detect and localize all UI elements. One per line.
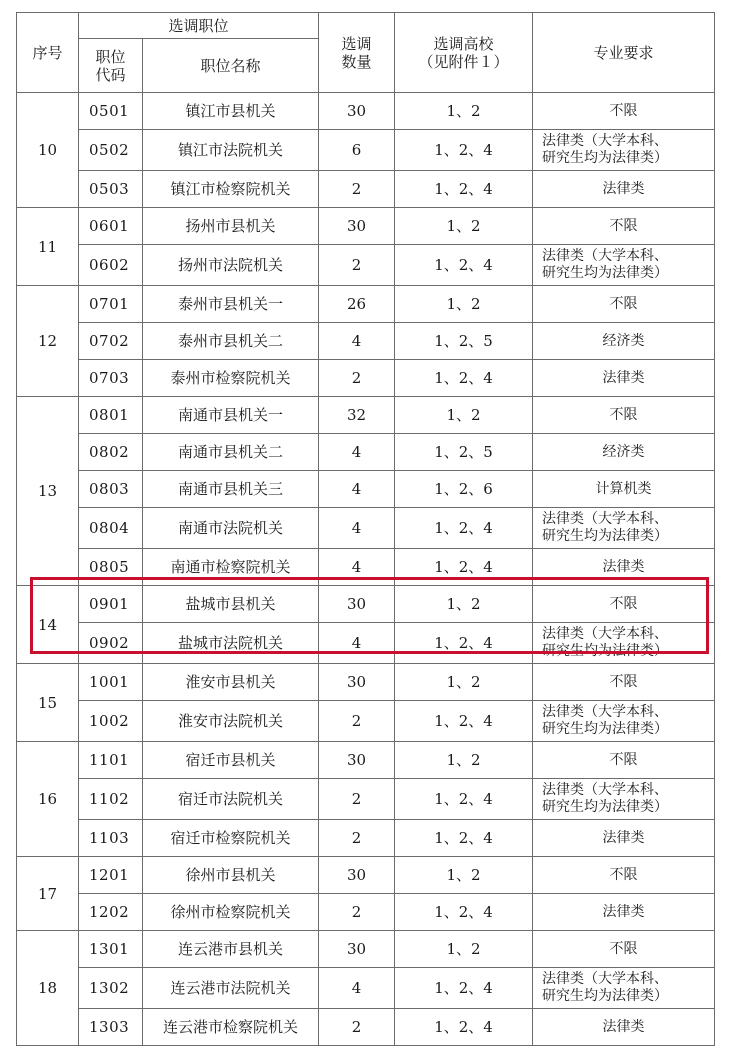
- schools-cell: 1、2、5: [395, 434, 533, 471]
- name-cell: 盐城市县机关: [143, 586, 319, 623]
- major-cell: 法律类: [533, 360, 715, 397]
- count-cell: 30: [319, 742, 395, 779]
- code-cell: 1101: [79, 742, 143, 779]
- schools-cell: 1、2、4: [395, 894, 533, 931]
- schools-cell: 1、2: [395, 93, 533, 130]
- name-cell: 连云港市县机关: [143, 931, 319, 968]
- name-cell: 泰州市县机关二: [143, 323, 319, 360]
- code-cell: 0602: [79, 245, 143, 286]
- major-cell: 法律类: [533, 1009, 715, 1046]
- schools-cell: 1、2、4: [395, 968, 533, 1009]
- count-cell: 32: [319, 397, 395, 434]
- name-cell: 盐城市法院机关: [143, 623, 319, 664]
- schools-cell: 1、2、6: [395, 471, 533, 508]
- major-cell: 不限: [533, 664, 715, 701]
- table-row: [17, 508, 715, 549]
- schools-cell: 1、2、4: [395, 245, 533, 286]
- major-cell: 经济类: [533, 323, 715, 360]
- code-cell: 1301: [79, 931, 143, 968]
- seq-cell: 17: [17, 857, 79, 931]
- table-row: [17, 820, 715, 857]
- code-cell: 0804: [79, 508, 143, 549]
- name-cell: 淮安市法院机关: [143, 701, 319, 742]
- count-cell: 6: [319, 130, 395, 171]
- code-cell: 1103: [79, 820, 143, 857]
- count-cell: 2: [319, 779, 395, 820]
- code-cell: 1303: [79, 1009, 143, 1046]
- header-major: 专业要求: [533, 13, 715, 93]
- table-row: [17, 894, 715, 931]
- table-row: [17, 397, 715, 434]
- table-row: [17, 968, 715, 1009]
- code-cell: 0501: [79, 93, 143, 130]
- name-cell: 南通市县机关二: [143, 434, 319, 471]
- code-cell: 0502: [79, 130, 143, 171]
- count-cell: 2: [319, 1009, 395, 1046]
- code-cell: 0901: [79, 586, 143, 623]
- position-table: [16, 12, 715, 1046]
- code-cell: 0801: [79, 397, 143, 434]
- seq-cell: 13: [17, 397, 79, 586]
- count-cell: 4: [319, 508, 395, 549]
- code-cell: 0803: [79, 471, 143, 508]
- major-cell: 法律类（大学本科、 研究生均为法律类）: [533, 779, 715, 820]
- name-cell: 宿迁市县机关: [143, 742, 319, 779]
- code-cell: 1202: [79, 894, 143, 931]
- major-cell: 法律类（大学本科、 研究生均为法律类）: [533, 623, 715, 664]
- major-cell: 不限: [533, 931, 715, 968]
- count-cell: 4: [319, 623, 395, 664]
- schools-cell: 1、2、4: [395, 130, 533, 171]
- code-cell: 1201: [79, 857, 143, 894]
- count-cell: 30: [319, 93, 395, 130]
- name-cell: 南通市县机关三: [143, 471, 319, 508]
- document-page: [16, 12, 714, 1046]
- table-row: [17, 701, 715, 742]
- schools-cell: 1、2、4: [395, 820, 533, 857]
- name-cell: 南通市县机关一: [143, 397, 319, 434]
- schools-cell: 1、2: [395, 397, 533, 434]
- name-cell: 徐州市县机关: [143, 857, 319, 894]
- code-cell: 0902: [79, 623, 143, 664]
- header-count: 选调 数量: [319, 13, 395, 93]
- table-row: [17, 208, 715, 245]
- seq-cell: 18: [17, 931, 79, 1046]
- count-cell: 2: [319, 820, 395, 857]
- count-cell: 4: [319, 549, 395, 586]
- code-cell: 0701: [79, 286, 143, 323]
- schools-cell: 1、2、4: [395, 360, 533, 397]
- major-cell: 不限: [533, 857, 715, 894]
- count-cell: 30: [319, 664, 395, 701]
- count-cell: 30: [319, 931, 395, 968]
- schools-cell: 1、2、4: [395, 623, 533, 664]
- table-row: [17, 434, 715, 471]
- major-cell: 法律类（大学本科、 研究生均为法律类）: [533, 130, 715, 171]
- schools-cell: 1、2: [395, 857, 533, 894]
- name-cell: 镇江市县机关: [143, 93, 319, 130]
- count-cell: 4: [319, 323, 395, 360]
- major-cell: 不限: [533, 286, 715, 323]
- seq-cell: 11: [17, 208, 79, 286]
- table-row: [17, 664, 715, 701]
- seq-cell: 14: [17, 586, 79, 664]
- count-cell: 2: [319, 894, 395, 931]
- schools-cell: 1、2: [395, 586, 533, 623]
- major-cell: 法律类: [533, 549, 715, 586]
- major-cell: 法律类（大学本科、 研究生均为法律类）: [533, 245, 715, 286]
- code-cell: 1001: [79, 664, 143, 701]
- code-cell: 0802: [79, 434, 143, 471]
- header-seq: 序号: [17, 13, 79, 93]
- table-body: [17, 93, 715, 1046]
- count-cell: 30: [319, 857, 395, 894]
- major-cell: 法律类: [533, 820, 715, 857]
- major-cell: 法律类（大学本科、 研究生均为法律类）: [533, 968, 715, 1009]
- count-cell: 4: [319, 434, 395, 471]
- count-cell: 4: [319, 968, 395, 1009]
- count-cell: 30: [319, 208, 395, 245]
- code-cell: 1302: [79, 968, 143, 1009]
- code-cell: 0601: [79, 208, 143, 245]
- schools-cell: 1、2、4: [395, 549, 533, 586]
- name-cell: 南通市法院机关: [143, 508, 319, 549]
- major-cell: 不限: [533, 742, 715, 779]
- table-row: [17, 360, 715, 397]
- table-row: [17, 931, 715, 968]
- table-row: [17, 93, 715, 130]
- table-row: [17, 586, 715, 623]
- table-row: [17, 471, 715, 508]
- table-row: [17, 286, 715, 323]
- schools-cell: 1、2、5: [395, 323, 533, 360]
- schools-cell: 1、2: [395, 931, 533, 968]
- major-cell: 法律类（大学本科、 研究生均为法律类）: [533, 508, 715, 549]
- header-name: 职位名称: [143, 39, 319, 93]
- name-cell: 泰州市县机关一: [143, 286, 319, 323]
- count-cell: 30: [319, 586, 395, 623]
- name-cell: 泰州市检察院机关: [143, 360, 319, 397]
- count-cell: 4: [319, 471, 395, 508]
- table-row: [17, 742, 715, 779]
- name-cell: 南通市检察院机关: [143, 549, 319, 586]
- count-cell: 2: [319, 360, 395, 397]
- seq-cell: 10: [17, 93, 79, 208]
- major-cell: 法律类: [533, 171, 715, 208]
- name-cell: 扬州市县机关: [143, 208, 319, 245]
- major-cell: 不限: [533, 93, 715, 130]
- table-row: [17, 857, 715, 894]
- name-cell: 淮安市县机关: [143, 664, 319, 701]
- table-row: [17, 623, 715, 664]
- major-cell: 计算机类: [533, 471, 715, 508]
- table-row: [17, 779, 715, 820]
- header-code: 职位 代码: [79, 39, 143, 93]
- header-schools: 选调高校 （见附件１）: [395, 13, 533, 93]
- code-cell: 0503: [79, 171, 143, 208]
- name-cell: 徐州市检察院机关: [143, 894, 319, 931]
- code-cell: 1102: [79, 779, 143, 820]
- major-cell: 法律类（大学本科、 研究生均为法律类）: [533, 701, 715, 742]
- name-cell: 连云港市法院机关: [143, 968, 319, 1009]
- seq-cell: 12: [17, 286, 79, 397]
- count-cell: 2: [319, 701, 395, 742]
- code-cell: 0805: [79, 549, 143, 586]
- name-cell: 连云港市检察院机关: [143, 1009, 319, 1046]
- code-cell: 0703: [79, 360, 143, 397]
- schools-cell: 1、2、4: [395, 508, 533, 549]
- schools-cell: 1、2、4: [395, 779, 533, 820]
- major-cell: 经济类: [533, 434, 715, 471]
- code-cell: 1002: [79, 701, 143, 742]
- table-row: [17, 323, 715, 360]
- table-row: [17, 245, 715, 286]
- seq-cell: 16: [17, 742, 79, 857]
- name-cell: 扬州市法院机关: [143, 245, 319, 286]
- count-cell: 2: [319, 245, 395, 286]
- table-row: [17, 549, 715, 586]
- table-row: [17, 1009, 715, 1046]
- count-cell: 2: [319, 171, 395, 208]
- header-position-group: 选调职位: [79, 13, 319, 39]
- schools-cell: 1、2: [395, 742, 533, 779]
- major-cell: 不限: [533, 586, 715, 623]
- code-cell: 0702: [79, 323, 143, 360]
- schools-cell: 1、2: [395, 208, 533, 245]
- major-cell: 不限: [533, 208, 715, 245]
- schools-cell: 1、2、4: [395, 171, 533, 208]
- name-cell: 镇江市法院机关: [143, 130, 319, 171]
- schools-cell: 1、2: [395, 286, 533, 323]
- count-cell: 26: [319, 286, 395, 323]
- major-cell: 不限: [533, 397, 715, 434]
- seq-cell: 15: [17, 664, 79, 742]
- name-cell: 宿迁市法院机关: [143, 779, 319, 820]
- schools-cell: 1、2: [395, 664, 533, 701]
- name-cell: 宿迁市检察院机关: [143, 820, 319, 857]
- table-row: [17, 130, 715, 171]
- table-row: [17, 171, 715, 208]
- schools-cell: 1、2、4: [395, 1009, 533, 1046]
- major-cell: 法律类: [533, 894, 715, 931]
- name-cell: 镇江市检察院机关: [143, 171, 319, 208]
- schools-cell: 1、2、4: [395, 701, 533, 742]
